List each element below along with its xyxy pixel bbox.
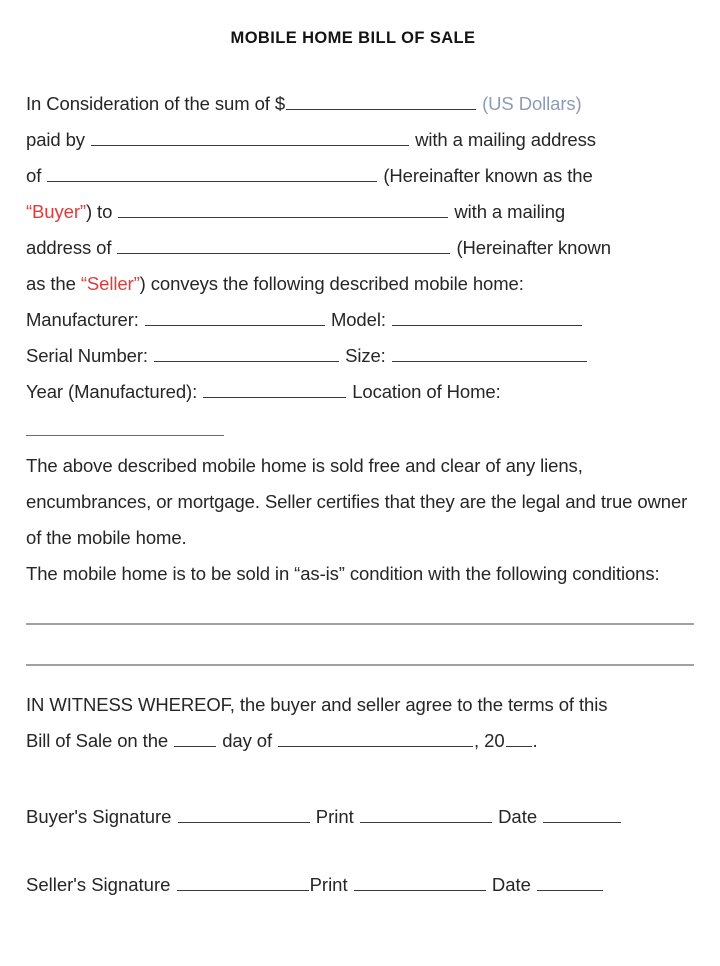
bill-of-sale-date-lead: Bill of Sale on the [26, 730, 169, 751]
seller-date-label: Date [491, 874, 531, 895]
seller-address-blank[interactable] [117, 237, 450, 254]
consideration-line-6 [26, 266, 694, 302]
buyer-signature-row [26, 802, 694, 832]
as-the-label: as the [26, 273, 76, 294]
witness-section [26, 687, 694, 759]
serial-number-blank[interactable] [154, 345, 339, 362]
address-of-label: address of [26, 237, 112, 258]
seller-party-label: “Seller” [80, 273, 140, 294]
conditions-rule-1[interactable] [26, 623, 694, 625]
buyer-address-blank[interactable] [47, 165, 377, 182]
seller-date-blank[interactable] [537, 874, 603, 891]
year-manufactured-label: Year (Manufactured): [26, 381, 198, 402]
seller-signature-blank[interactable] [177, 874, 309, 891]
signature-spacer [26, 832, 694, 870]
of-tail: (Hereinafter known as the [383, 165, 593, 186]
paid-by-tail: with a mailing address [415, 129, 596, 150]
manufacturer-label: Manufacturer: [26, 309, 139, 330]
buyer-tail-open: ) to [85, 201, 113, 222]
buyer-signature-blank[interactable] [178, 806, 310, 823]
page-title: MOBILE HOME BILL OF SALE [230, 29, 476, 47]
paid-by-label: paid by [26, 129, 85, 150]
seller-signature-label: Seller's Signature [26, 874, 171, 895]
buyer-print-label: Print [315, 806, 354, 827]
month-blank[interactable] [278, 730, 473, 747]
witness-intro: IN WITNESS WHEREOF, the buyer and seller agree to the terms of this [26, 694, 608, 715]
seller-print-blank[interactable] [354, 874, 486, 891]
as-is-clause: The mobile home is to be sold in “as-is” condition with the following conditions: [26, 563, 660, 584]
home-details-line-2 [26, 338, 694, 374]
location-of-home-blank[interactable] [26, 421, 224, 436]
amount-blank[interactable] [286, 93, 476, 110]
location-of-home-label: Location of Home: [352, 381, 501, 402]
seller-name-blank[interactable] [118, 201, 448, 218]
manufacturer-blank[interactable] [145, 309, 325, 326]
seller-signature-row [26, 870, 694, 900]
buyer-party-label: “Buyer” [26, 201, 86, 222]
buyer-date-label: Date [498, 806, 538, 827]
seller-print-label: Print [309, 874, 348, 895]
consideration-section [26, 86, 694, 900]
signature-section [26, 802, 694, 900]
currency-note: (US Dollars) [482, 93, 582, 114]
consideration-line-4 [26, 194, 694, 230]
buyer-tail: with a mailing [454, 201, 566, 222]
model-blank[interactable] [392, 309, 582, 326]
consideration-line-5 [26, 230, 694, 266]
conditions-rule-2[interactable] [26, 664, 694, 666]
home-details-line-4 [26, 412, 694, 448]
sentence-period: . [532, 730, 538, 751]
year-suffix-blank[interactable] [506, 730, 532, 747]
seller-tail: ) conveys the following described mobile home: [139, 273, 524, 294]
home-details-line-1 [26, 302, 694, 338]
year-prefix: 20 [484, 730, 505, 751]
year-manufactured-blank[interactable] [203, 381, 346, 398]
address-of-tail: (Hereinafter known [456, 237, 611, 258]
date-comma: , [474, 730, 480, 751]
liens-clause: The above described mobile home is sold free and clear of any liens, encumbrances, or mortgage. Seller certifies that they are the legal and true owner of the mobile home. [26, 455, 688, 548]
model-label: Model: [330, 309, 386, 330]
serial-number-label: Serial Number: [26, 345, 148, 366]
home-details-line-3 [26, 374, 694, 410]
witness-date-line [26, 723, 694, 759]
size-label: Size: [345, 345, 386, 366]
day-blank[interactable] [174, 730, 216, 747]
buyer-print-blank[interactable] [360, 806, 492, 823]
consideration-line-2 [26, 122, 694, 158]
of-label: of [26, 165, 42, 186]
size-blank[interactable] [392, 345, 587, 362]
consideration-line-1 [26, 86, 694, 122]
buyer-signature-label: Buyer's Signature [26, 806, 172, 827]
buyer-name-blank[interactable] [91, 129, 409, 146]
day-of-label: day of [222, 730, 272, 751]
consideration-line-3 [26, 158, 694, 194]
buyer-date-blank[interactable] [543, 806, 621, 823]
consideration-lead-text: In Consideration of the sum of $ [26, 93, 286, 114]
